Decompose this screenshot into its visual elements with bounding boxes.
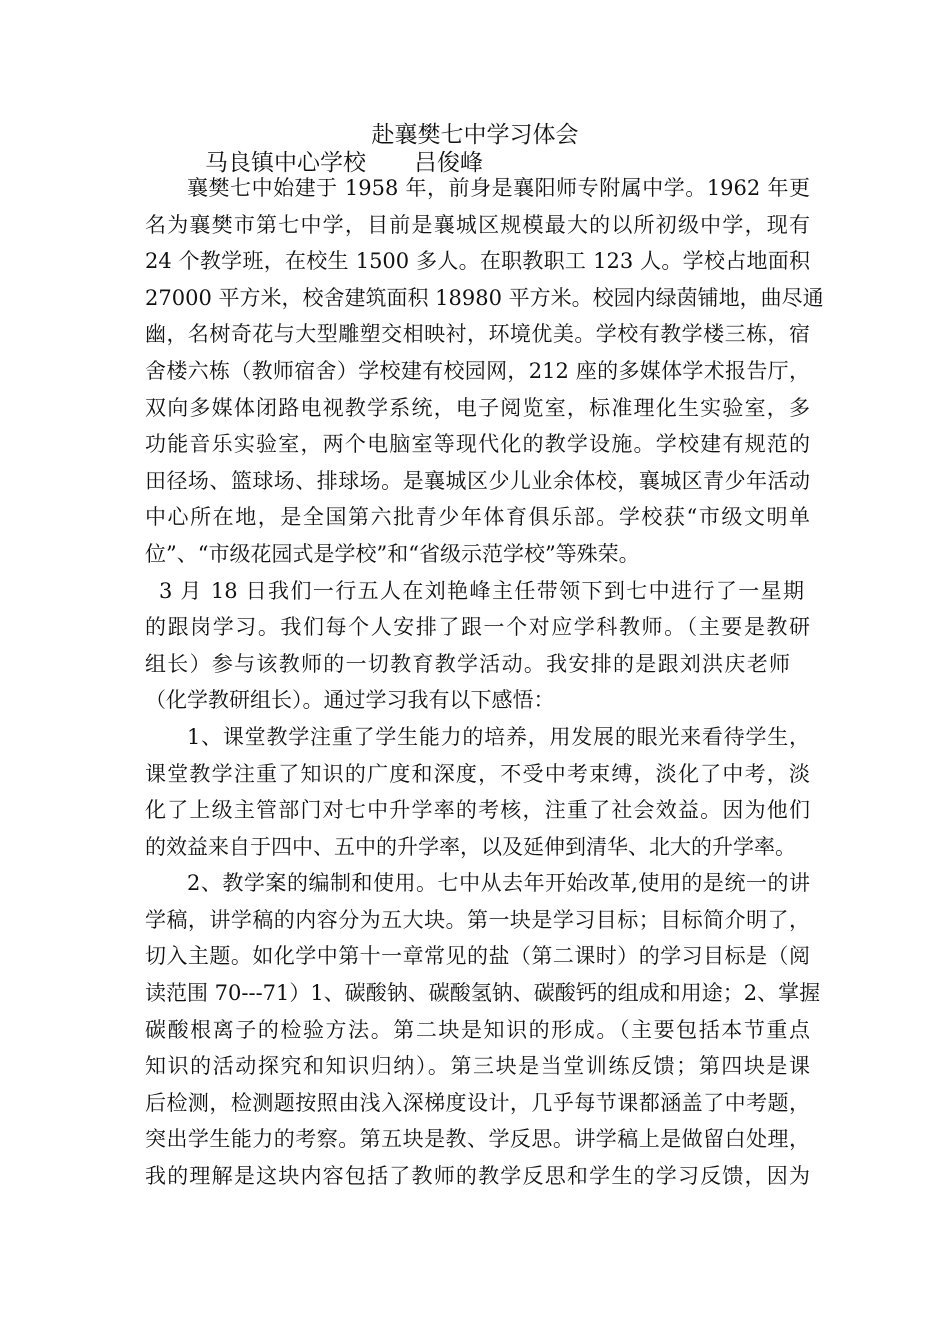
author-school: 马良镇中心学校 (205, 150, 366, 176)
paragraph-line: 课堂教学注重了知识的广度和深度，不受中考束缚，淡化了中考，淡 (145, 761, 810, 786)
paragraph-line: 学稿，讲学稿的内容分为五大块。第一块是学习目标；目标简介明了， (145, 907, 810, 932)
paragraph-line: 中心所在地，是全国第六批青少年体育俱乐部。学校获“市级文明单 (145, 505, 810, 530)
paragraph-line: 碳酸根离子的检验方法。第二块是知识的形成。（主要包括本节重点 (145, 1017, 810, 1042)
paragraph-line: 1、课堂教学注重了学生能力的培养，用发展的眼光来看待学生， (187, 724, 810, 749)
paragraph-line: 田径场、篮球场、排球场。是襄城区少儿业余体校，襄城区青少年活动 (145, 468, 810, 493)
paragraph-line: 幽，名树奇花与大型雕塑交相映衬，环境优美。学校有教学楼三栋，宿 (145, 322, 810, 347)
paragraph-line: 舍楼六栋（教师宿舍）学校建有校园网，212 座的多媒体学术报告厅， (145, 358, 810, 383)
paragraph-line: 名为襄樊市第七中学，目前是襄城区规模最大的以所初级中学，现有 (145, 212, 810, 237)
paragraph-line: 组长）参与该教师的一切教育教学活动。我安排的是跟刘洪庆老师 (145, 651, 790, 676)
paragraph-line: 3 月 18 日我们一行五人在刘艳峰主任带领下到七中进行了一星期 (159, 578, 804, 603)
paragraph-line: 襄樊七中始建于 1958 年，前身是襄阳师专附属中学。1962 年更 (187, 176, 810, 200)
paragraph-line: 双向多媒体闭路电视教学系统，电子阅览室，标准理化生实验室，多 (145, 395, 810, 420)
paragraph-line: 读范围 70---71）1、碳酸钠、碳酸氢钠、碳酸钙的组成和用途；2、掌握 (145, 981, 821, 1006)
paragraph-line: 切入主题。如化学中第十一章常见的盐（第二课时）的学习目标是（阅 (145, 944, 810, 969)
paragraph-line: 位”、“市级花园式是学校”和“省级示范学校”等殊荣。 (145, 541, 640, 566)
paragraph-line: 后检测，检测题按照由浅入深梯度设计，几乎每节课都涵盖了中考题， (145, 1090, 810, 1115)
paragraph-line: 功能音乐实验室，两个电脑室等现代化的教学设施。学校建有规范的 (145, 432, 810, 457)
paragraph-line: 2、教学案的编制和使用。七中从去年开始改革,使用的是统一的讲 (187, 871, 810, 896)
paragraph-line: 24 个教学班，在校生 1500 多人。在职教职工 123 人。学校占地面积 (145, 249, 810, 274)
document-title: 赴襄樊七中学习体会 (371, 122, 579, 148)
paragraph-line: 我的理解是这块内容包括了教师的教学反思和学生的学习反馈，因为 (145, 1164, 810, 1189)
paragraph-3 (145, 719, 810, 865)
paragraph-1 (145, 170, 824, 573)
paragraph-line: 的跟岗学习。我们每个人安排了跟一个对应学科教师。（主要是教研 (145, 615, 810, 640)
paragraph-line: （化学教研组长）。通过学习我有以下感悟： (145, 688, 555, 713)
document-body (145, 170, 824, 1195)
paragraph-4 (145, 865, 821, 1194)
paragraph-line: 知识的活动探究和知识归纳）。第三块是当堂训练反馈；第四块是课 (145, 1054, 810, 1079)
paragraph-line: 化了上级主管部门对七中升学率的考核，注重了社会效益。因为他们 (145, 798, 810, 823)
paragraph-line: 突出学生能力的考察。第五块是教、学反思。讲学稿上是做留白处理， (145, 1127, 810, 1152)
author-name: 吕俊峰 (414, 150, 483, 176)
paragraph-2 (145, 573, 810, 719)
paragraph-line: 的效益来自于四中、五中的升学率，以及延伸到清华、北大的升学率。 (145, 834, 796, 859)
paragraph-line: 27000 平方米，校舍建筑面积 18980 平方米。校园内绿茵铺地，曲尽通 (145, 285, 824, 310)
